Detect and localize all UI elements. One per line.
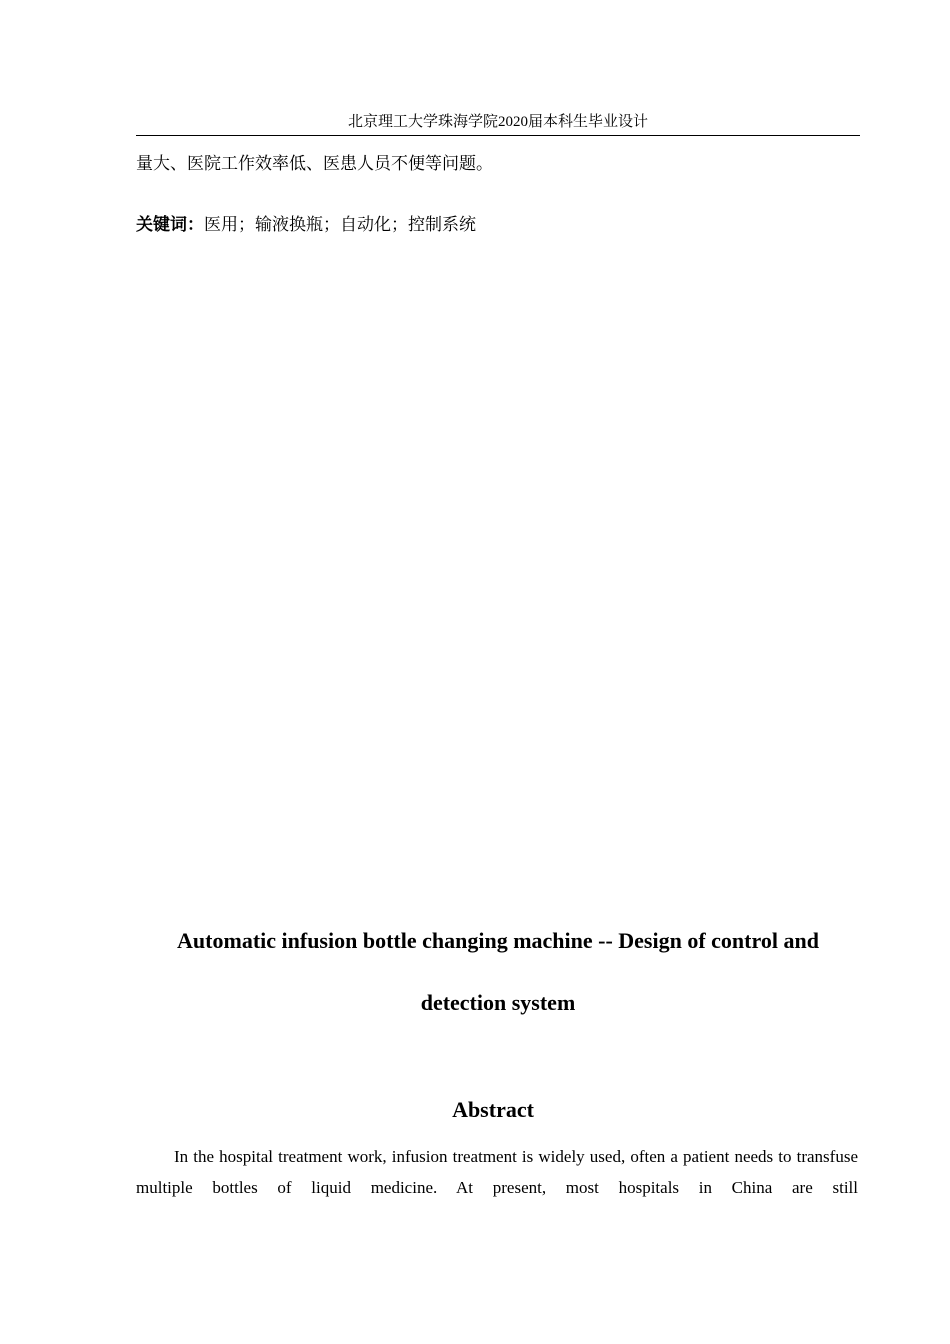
keywords-line	[136, 213, 476, 237]
english-title-line-1: Automatic infusion bottle changing machine -- Design of control and	[177, 928, 819, 953]
keywords-value: 医用；输液换瓶；自动化；控制系统	[204, 215, 476, 234]
english-title-line-2: detection system	[420, 990, 576, 1015]
page-header: 北京理工大学珠海学院2020届本科生毕业设计	[347, 114, 648, 130]
english-title	[136, 910, 860, 1034]
keywords-label: 关键词：	[136, 215, 204, 235]
chinese-abstract-continuation: 量大、医院工作效率低、医患人员不便等问题。	[136, 154, 493, 173]
abstract-heading: Abstract	[452, 1097, 534, 1122]
abstract-body: In the hospital treatment work, infusion treatment is widely used, often a patient needs to transfuse multiple bottles of liquid medicine. At present, most hospitals in China are still	[136, 1147, 858, 1197]
header-divider	[136, 135, 860, 136]
